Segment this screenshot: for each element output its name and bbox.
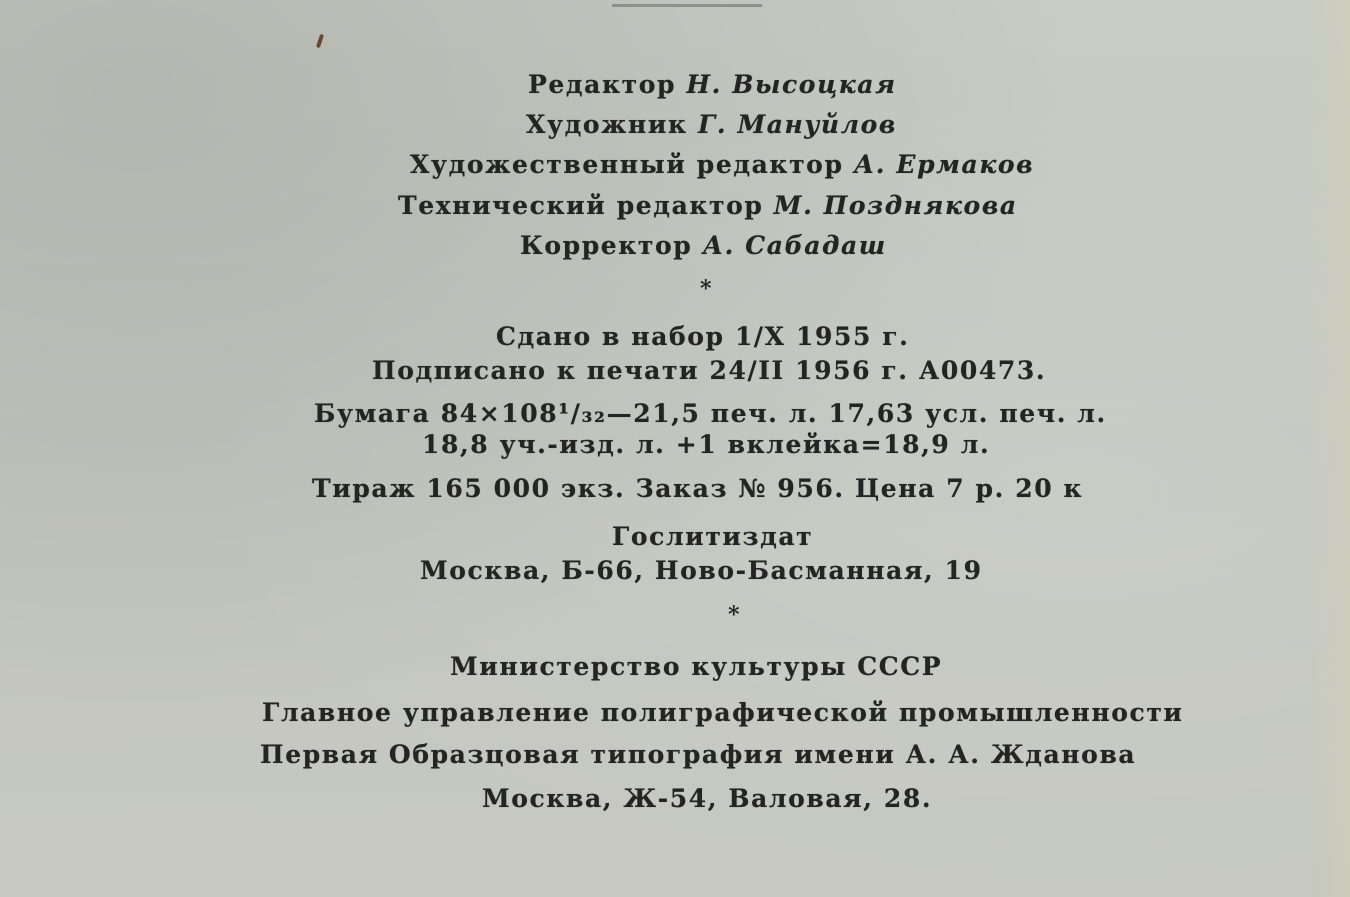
credit-role: Редактор: [528, 70, 677, 99]
printer-directorate: Главное управление полиграфической промышленности: [262, 698, 1184, 727]
publisher-name: Гослитиздат: [612, 522, 814, 551]
page-edge: [1310, 0, 1350, 897]
print-info-run: Тираж 165 000 экз. Заказ № 956. Цена 7 р. 20 к: [312, 474, 1084, 503]
credit-name: Н. Высоцкая: [686, 70, 897, 99]
credit-role: Корректор: [520, 231, 693, 260]
credit-art-editor: [410, 150, 1034, 180]
credit-editor: [528, 70, 897, 100]
printer-address: Москва, Ж-54, Валовая, 28.: [482, 784, 933, 813]
separator-star: *: [728, 602, 740, 628]
credit-role: Художник: [526, 110, 688, 139]
credit-name: М. Позднякова: [773, 191, 1018, 220]
printer-ministry: Министерство культуры СССР: [450, 652, 943, 681]
publisher-address: Москва, Б-66, Ново-Басманная, 19: [420, 556, 983, 585]
print-info-typeset: Сдано в набор 1/X 1955 г.: [496, 322, 910, 351]
credit-name: А. Сабадаш: [702, 231, 887, 260]
print-info-signed: Подписано к печати 24/II 1956 г. А00473.: [372, 356, 1047, 385]
credit-proofreader: [520, 231, 887, 261]
credit-name: Г. Мануйлов: [698, 110, 897, 139]
credit-role: Технический редактор: [398, 191, 764, 220]
print-info-paper: Бумага 84×108¹/₃₂—21,5 печ. л. 17,63 усл. печ. л.: [314, 399, 1107, 428]
credit-role: Художественный редактор: [410, 150, 844, 179]
cropped-text-fragment: [612, 0, 762, 7]
credit-tech-editor: [398, 191, 1018, 221]
print-info-sheets: 18,8 уч.-изд. л. +1 вклейка=18,9 л.: [422, 430, 991, 459]
printer-name: Первая Образцовая типография имени А. А. Жданова: [260, 740, 1137, 769]
credit-artist: [526, 110, 897, 140]
separator-star: *: [700, 276, 712, 302]
paper-fleck: [316, 34, 324, 49]
credit-name: А. Ермаков: [853, 150, 1035, 179]
